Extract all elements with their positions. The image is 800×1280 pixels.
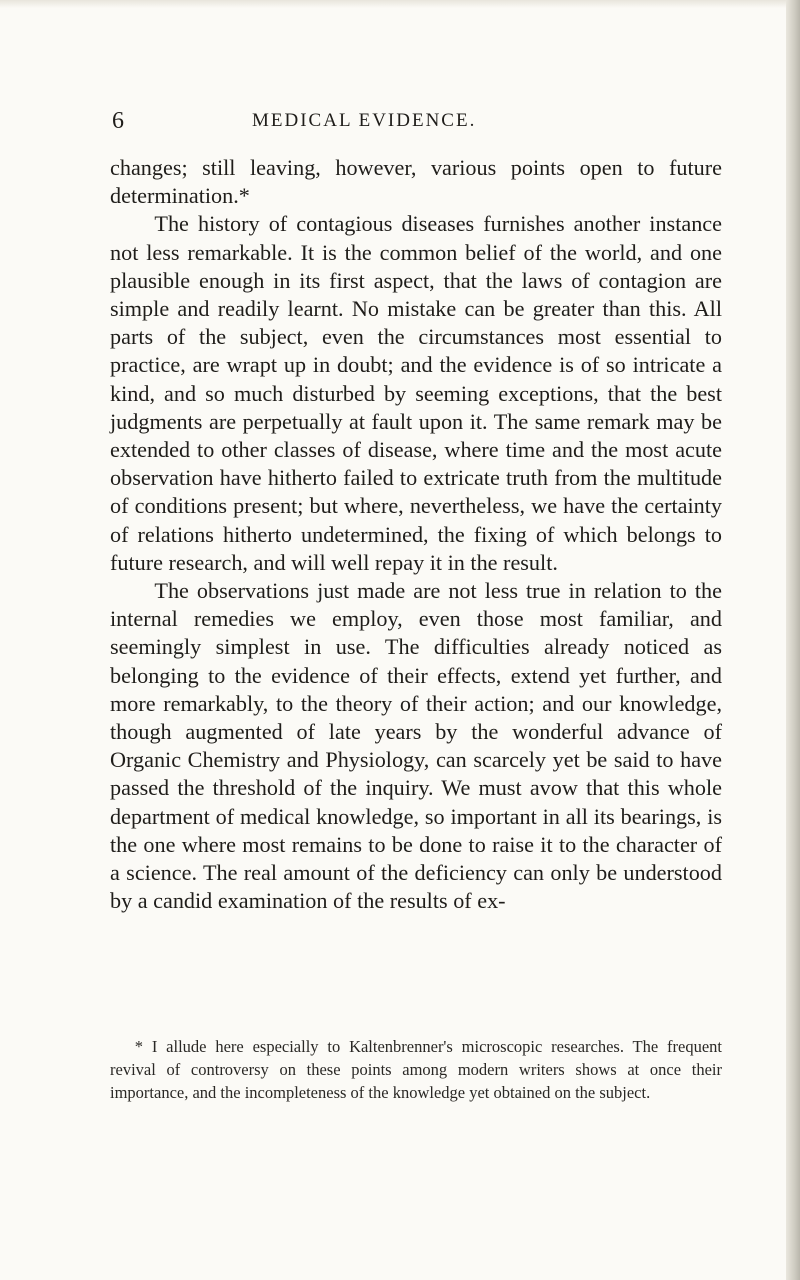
- page-header: [112, 108, 712, 138]
- body-text: [110, 154, 722, 915]
- paragraph-contagious-diseases: The history of contagious diseases furnishes another instance not less remarkable. It is the common belief of the world, and one plausible enough in its first aspect, that the laws of contagion are simple and readily learnt. No mistake can be greater than this. All parts of the subject, even the circumstances most essential to practice, are wrapt up in doubt; and the evidence is of so intricate a kind, and so much disturbed by seeming exceptions, that the best judgments are perpetually at fault upon it. The same remark may be extended to other classes of disease, where time and the most acute observation have hitherto failed to extricate truth from the multitude of conditions present; but where, nevertheless, we have the certainty of relations hitherto undetermined, the fixing of which belongs to future research, and will well repay it in the result.: [110, 211, 722, 575]
- paragraph-continued: changes; still leaving, however, various points open to future determination.*: [110, 155, 722, 209]
- running-head: MEDICAL EVIDENCE.: [252, 110, 477, 131]
- footnote: [110, 1035, 722, 1104]
- page-number: 6: [112, 108, 125, 134]
- paragraph-internal-remedies: The observations just made are not less true in relation to the internal remedies we employ, even those most familiar, and seemingly simplest in use. The difficulties already noticed as belonging to the evidence of their effects, extend yet further, and more remarkably, to the theory of their action; and our knowledge, though augmented of late years by the wonderful advance of Organic Chemistry and Physiology, can scarcely yet be said to have passed the threshold of the inquiry. We must avow that this whole department of medical knowledge, so important in all its bearings, is the one where most remains to be done to raise it to the character of a science. The real amount of the deficiency can only be understood by a candid examination of the results of ex-: [110, 578, 722, 914]
- page-top-shadow: [0, 0, 800, 8]
- page-edge: [786, 0, 800, 1280]
- footnote-text: * I allude here especially to Kaltenbrenner's microscopic researches. The frequent revival of controversy on these points among modern writers shows at once their importance, and the incompleteness of the knowledge yet obtained on the subject.: [110, 1037, 722, 1102]
